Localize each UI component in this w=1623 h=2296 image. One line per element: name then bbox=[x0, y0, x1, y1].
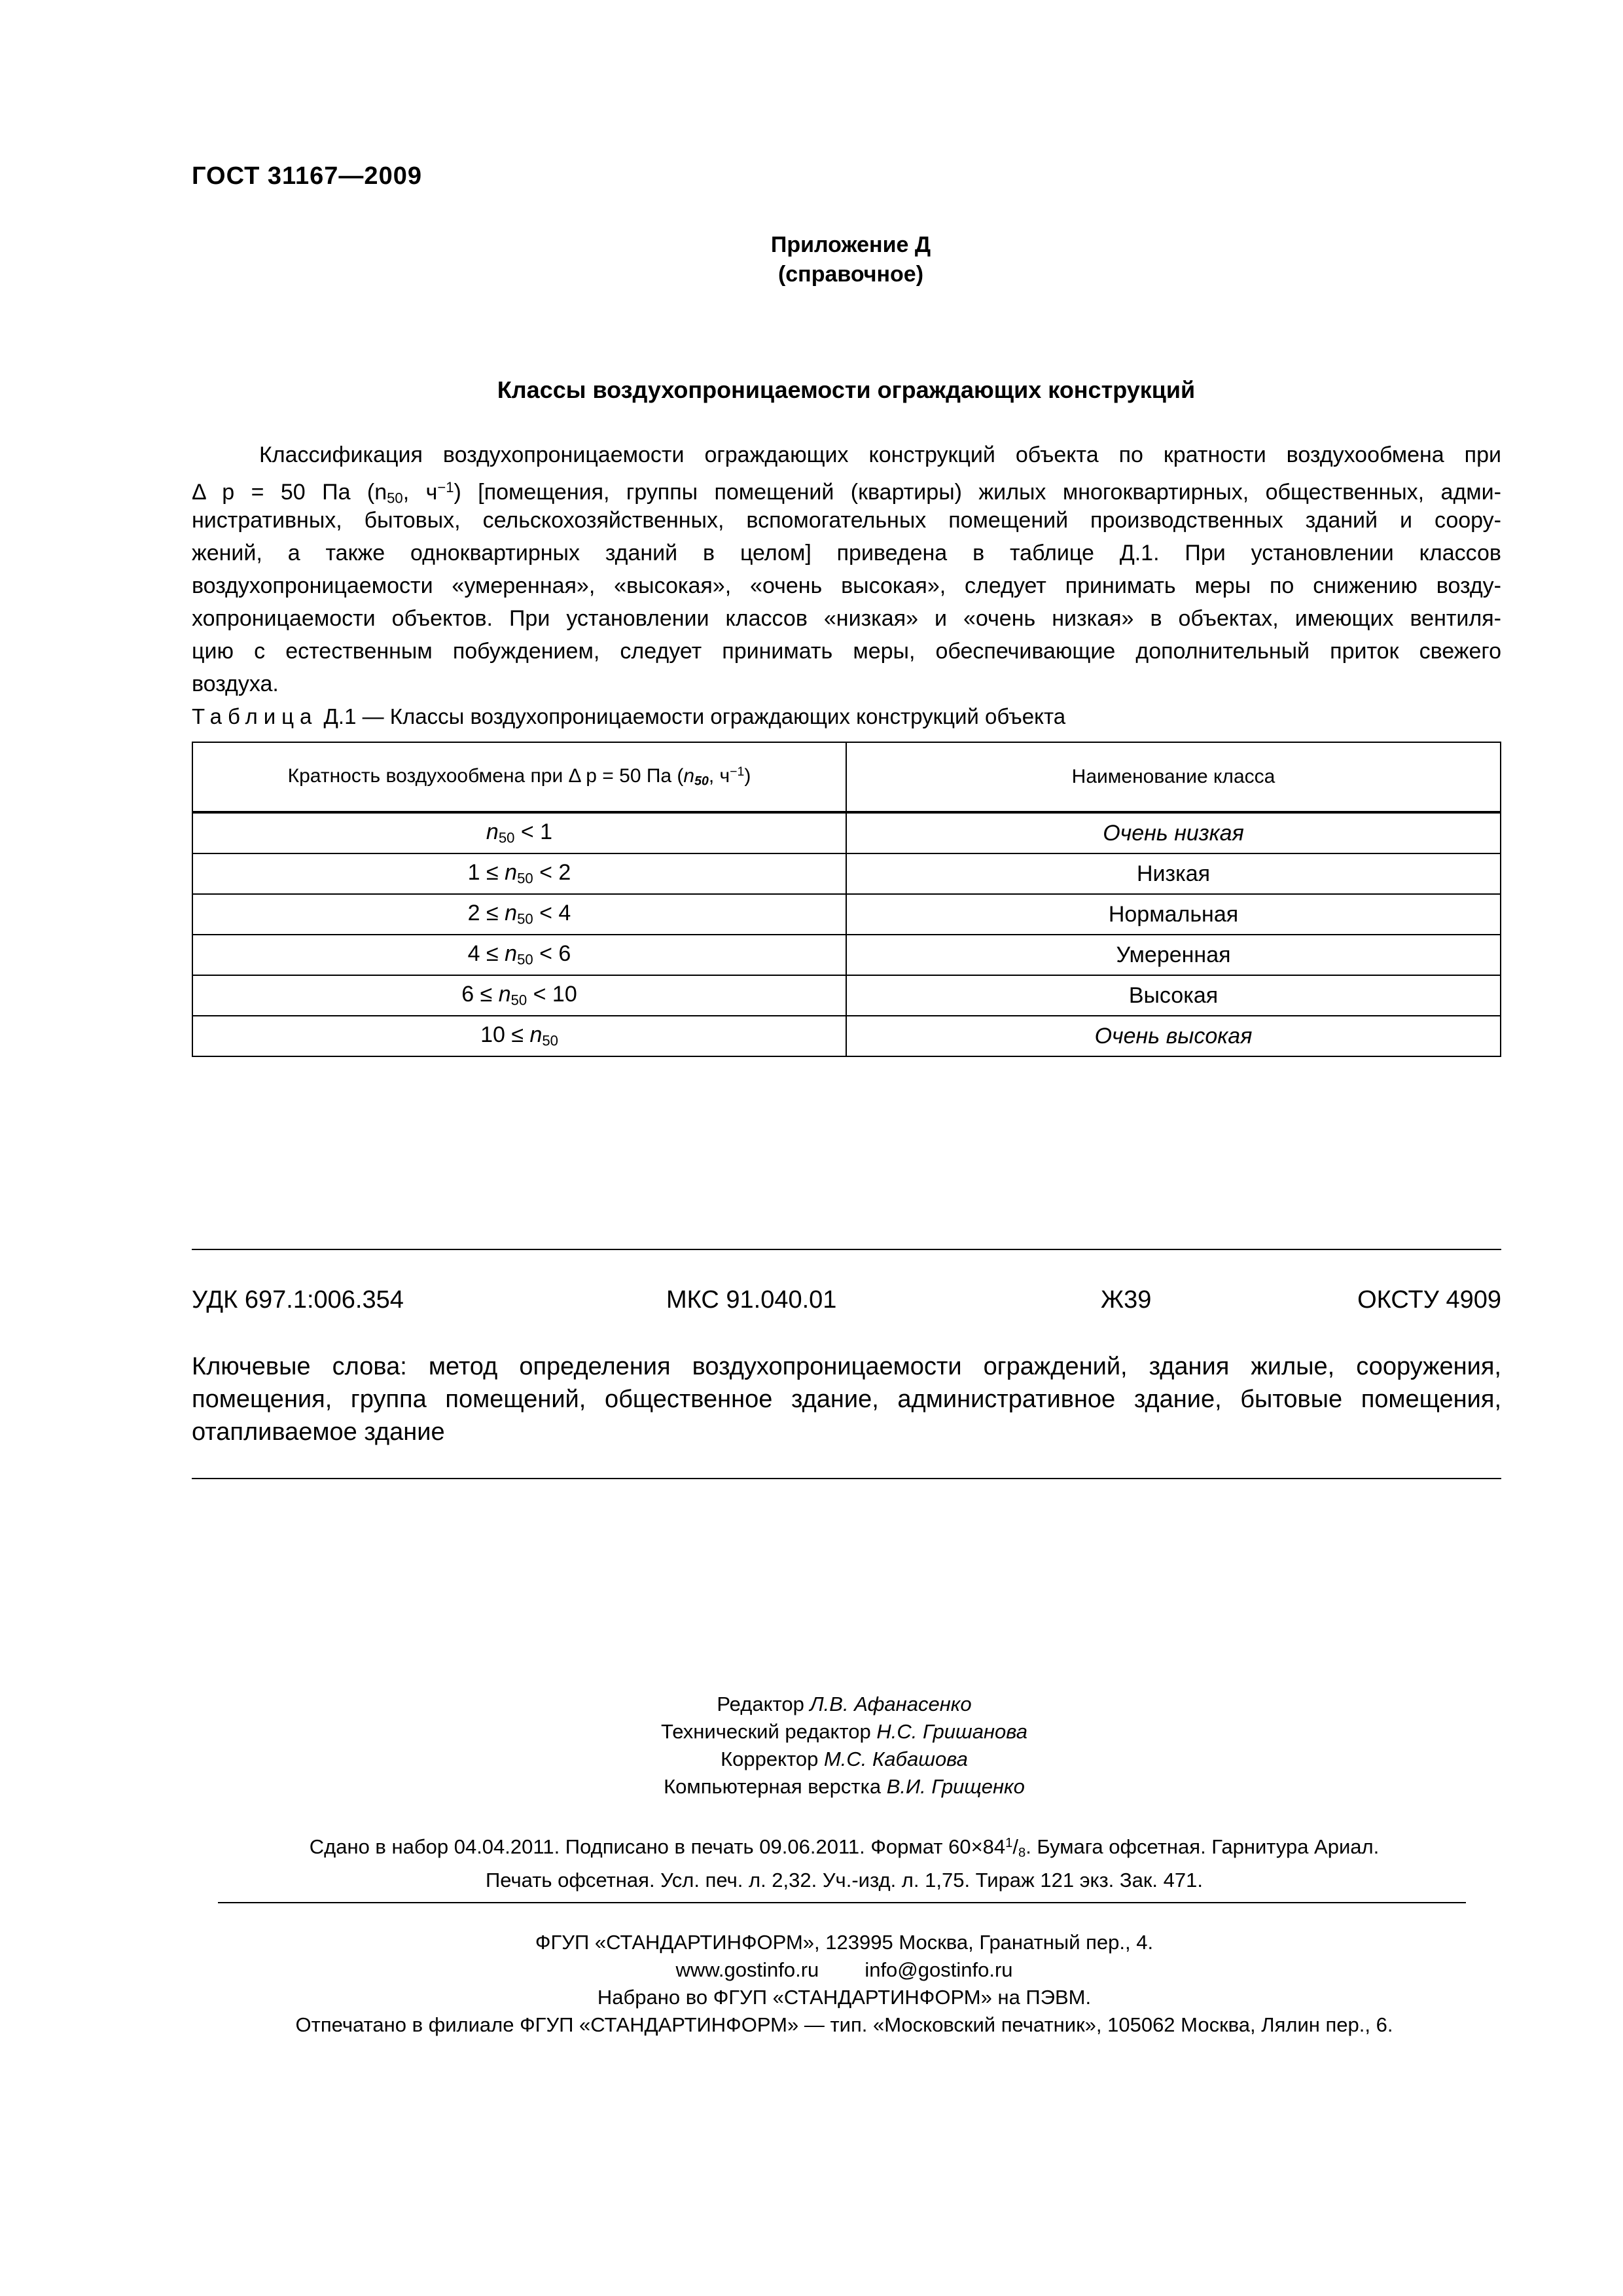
subscript: 50 bbox=[694, 774, 709, 789]
superscript: −1 bbox=[437, 479, 454, 495]
print-info-line: Печать офсетная. Усл. печ. л. 2,32. Уч.-изд. л. 1,75. Тираж 121 экз. Зак. 471. bbox=[485, 1869, 1203, 1892]
paragraph-line: хопроницаемости объектов. При установлении классов «низкая» и «очень низкая» в объектах, имеющих вентиля- bbox=[192, 606, 1501, 631]
section-title: Классы воздухопроницаемости ограждающих конструкций bbox=[497, 376, 1196, 403]
annex-kind: (справочное) bbox=[777, 262, 924, 287]
annex-title: Приложение Д bbox=[770, 232, 931, 257]
paragraph-fragment: Δ р = 50 Па (n bbox=[192, 480, 387, 505]
publisher-info bbox=[223, 1929, 1466, 2039]
publisher-email-link[interactable]: info@gostinfo.ru bbox=[865, 1958, 1013, 1981]
paragraph-line bbox=[192, 471, 1501, 507]
table-row bbox=[192, 935, 1501, 975]
print-info bbox=[223, 1829, 1466, 1894]
header-class-name: Наименование класса bbox=[846, 742, 1501, 812]
superscript: −1 bbox=[730, 764, 745, 780]
paragraph-line: жений, а также одноквартирных зданий в целом] приведена в таблице Д.1. При установлении классов bbox=[192, 541, 1501, 565]
credit-tech-editor: Технический редактор Н.С. Гришанова bbox=[661, 1720, 1027, 1743]
publisher-printed: Отпечатано в филиале ФГУП «СТАНДАРТИНФОРМ» — тип. «Московский печатник», 105062 Москва, Лялин пер., 6. bbox=[295, 2013, 1393, 2036]
cell-class-name: Умеренная bbox=[846, 935, 1501, 975]
header-fragment: , ч bbox=[708, 764, 730, 787]
table-row bbox=[192, 812, 1501, 853]
okstu-code: ОКСТУ 4909 bbox=[1357, 1286, 1501, 1314]
keywords-block bbox=[192, 1350, 1501, 1448]
standard-number: ГОСТ 31167—2009 bbox=[192, 162, 422, 190]
table-row bbox=[192, 853, 1501, 894]
keywords-line: отапливаемое здание bbox=[192, 1418, 445, 1446]
body-paragraph bbox=[192, 439, 1501, 700]
table-header-row bbox=[192, 742, 1501, 812]
credit-layout: Компьютерная верстка В.И. Грищенко bbox=[664, 1775, 1025, 1798]
credit-corrector: Корректор М.С. Кабашова bbox=[721, 1748, 968, 1770]
subscript: 50 bbox=[387, 490, 403, 507]
cell-class-name: Нормальная bbox=[846, 894, 1501, 935]
cell-class-name: Очень высокая bbox=[846, 1016, 1501, 1056]
paragraph-fragment: ) [помещения, группы помещений (квартиры) жилых многоквартирных, общественных, адми- bbox=[454, 480, 1501, 505]
print-info-line: Сдано в набор 04.04.2011. Подписано в печать 09.06.2011. Формат $60\times 84^1/_8$. Бумага офсетная. Гарнитура Ариал. bbox=[309, 1835, 1380, 1861]
zh-code: Ж39 bbox=[1101, 1286, 1152, 1314]
paragraph-line: нистративных, бытовых, сельскохозяйственных, вспомогательных помещений производственных зданий и соору- bbox=[192, 508, 1501, 533]
table-caption-text: Д.1 — Классы воздухопроницаемости ограждающих конструкций объекта bbox=[317, 704, 1066, 728]
paragraph-line: воздухопроницаемости «умеренная», «высокая», «очень высокая», следует принимать меры по снижению возду- bbox=[192, 573, 1501, 598]
table-row bbox=[192, 1016, 1501, 1056]
cell-air-exchange: $1 \le n_{50} < 2$ bbox=[192, 853, 846, 894]
publisher-contacts bbox=[223, 1956, 1466, 1984]
header-fragment: n bbox=[683, 764, 695, 787]
paragraph-fragment: , ч bbox=[402, 480, 438, 505]
table-row bbox=[192, 975, 1501, 1016]
credit-editor: Редактор Л.В. Афанасенко bbox=[717, 1693, 972, 1715]
publisher-typeset: Набрано во ФГУП «СТАНДАРТИНФОРМ» на ПЭВМ. bbox=[597, 1986, 1092, 2009]
publisher-address: ФГУП «СТАНДАРТИНФОРМ», 123995 Москва, Гранатный пер., 4. bbox=[535, 1931, 1154, 1954]
cell-class-name: Очень низкая bbox=[846, 812, 1501, 853]
cell-air-exchange: $2 \le n_{50} < 4$ bbox=[192, 894, 846, 935]
keywords-line: помещения, группа помещений, общественное здание, административное здание, бытовые помещения, bbox=[192, 1386, 1501, 1413]
paragraph-line: Классификация воздухопроницаемости ограждающих конструкций объекта по кратности воздухообмена при bbox=[259, 442, 1501, 467]
cell-air-exchange: $10 \le n_{50}$ bbox=[192, 1016, 846, 1056]
paragraph-line: цию с естественным побуждением, следует принимать меры, обеспечивающие дополнительный приток свежего bbox=[192, 639, 1501, 664]
header-air-exchange bbox=[192, 742, 846, 812]
cell-air-exchange: $n_{50} < 1$ bbox=[192, 812, 846, 853]
publisher-site-link[interactable]: www.gostinfo.ru bbox=[675, 1958, 819, 1981]
cell-class-name: Низкая bbox=[846, 853, 1501, 894]
table-row bbox=[192, 894, 1501, 935]
divider bbox=[218, 1902, 1466, 1903]
mks-code: МКС 91.040.01 bbox=[666, 1286, 837, 1314]
keywords-line: Ключевые слова: метод определения воздухопроницаемости ограждений, здания жилые, сооружения, bbox=[192, 1353, 1501, 1380]
paragraph-line: воздуха. bbox=[192, 672, 279, 696]
table-caption bbox=[192, 704, 1065, 729]
header-fragment: Кратность воздухообмена при Δ р = 50 Па ( bbox=[287, 764, 684, 787]
air-permeability-table bbox=[192, 742, 1501, 1057]
cell-air-exchange: $4 \le n_{50} < 6$ bbox=[192, 935, 846, 975]
header-fragment: ) bbox=[744, 764, 751, 787]
editorial-credits bbox=[484, 1691, 1204, 1801]
cell-air-exchange: $6 \le n_{50} < 10$ bbox=[192, 975, 846, 1016]
table-caption-prefix: Таблица bbox=[192, 704, 318, 728]
divider bbox=[192, 1478, 1501, 1479]
divider bbox=[192, 1249, 1501, 1250]
udk-code: УДК 697.1:006.354 bbox=[192, 1286, 404, 1314]
cell-class-name: Высокая bbox=[846, 975, 1501, 1016]
